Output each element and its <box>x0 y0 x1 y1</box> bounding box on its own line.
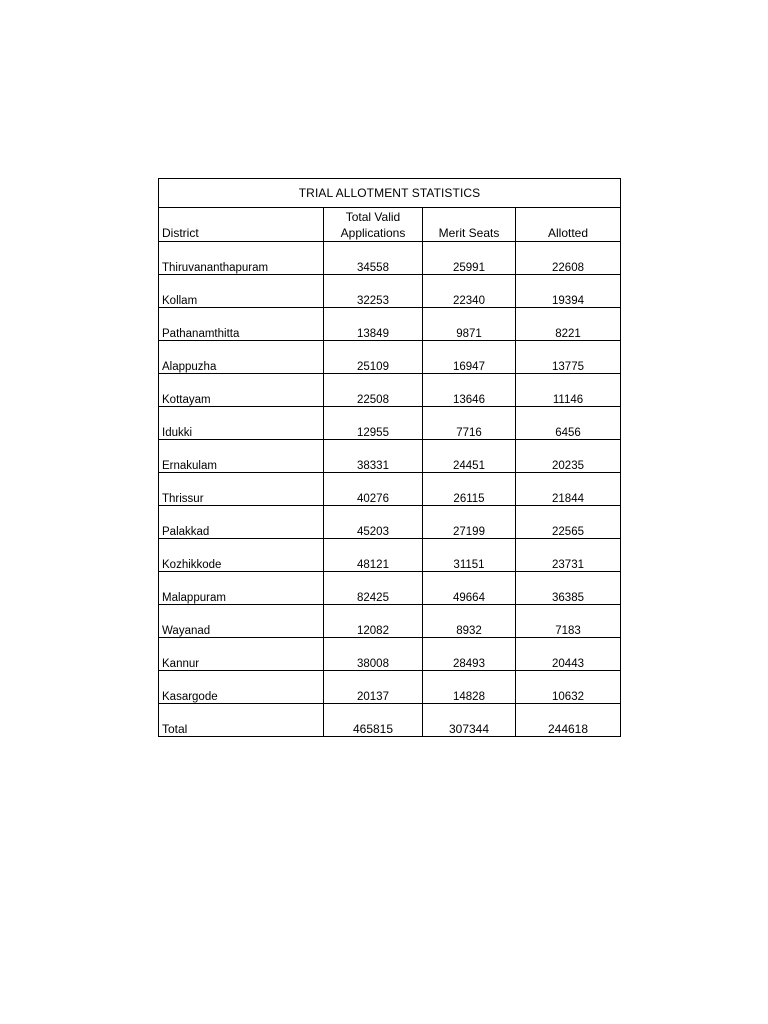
merit-seats-cell: 22340 <box>423 275 516 308</box>
allotted-sum: 244618 <box>516 704 621 737</box>
table-row <box>159 407 621 440</box>
district-cell: Pathanamthitta <box>159 308 324 341</box>
column-header-row <box>159 208 621 242</box>
district-cell: Thrissur <box>159 473 324 506</box>
table-row <box>159 671 621 704</box>
district-cell: Wayanad <box>159 605 324 638</box>
merit-seats-cell: 31151 <box>423 539 516 572</box>
allotted-cell: 23731 <box>516 539 621 572</box>
district-cell: Kasargode <box>159 671 324 704</box>
allotted-cell: 19394 <box>516 275 621 308</box>
total-valid-cell: 82425 <box>324 572 423 605</box>
table-row <box>159 638 621 671</box>
total-valid-cell: 38008 <box>324 638 423 671</box>
allotted-cell: 7183 <box>516 605 621 638</box>
statistics-sheet <box>158 178 620 737</box>
total-valid-cell: 48121 <box>324 539 423 572</box>
district-cell: Idukki <box>159 407 324 440</box>
merit-seats-cell: 9871 <box>423 308 516 341</box>
table-row <box>159 440 621 473</box>
table-row <box>159 572 621 605</box>
table-row <box>159 242 621 275</box>
total-valid-cell: 22508 <box>324 374 423 407</box>
allotted-cell: 22608 <box>516 242 621 275</box>
table-row <box>159 473 621 506</box>
allotted-cell: 8221 <box>516 308 621 341</box>
column-header-total-valid-line1: Total Valid <box>345 210 401 224</box>
merit-seats-cell: 28493 <box>423 638 516 671</box>
table-row <box>159 341 621 374</box>
total-valid-cell: 40276 <box>324 473 423 506</box>
total-valid-cell: 12082 <box>324 605 423 638</box>
total-row <box>159 704 621 737</box>
merit-seats-cell: 8932 <box>423 605 516 638</box>
table-title: TRIAL ALLOTMENT STATISTICS <box>159 179 621 208</box>
table-row <box>159 275 621 308</box>
merit-seats-cell: 49664 <box>423 572 516 605</box>
district-cell: Thiruvananthapuram <box>159 242 324 275</box>
allotted-cell: 21844 <box>516 473 621 506</box>
allotted-cell: 22565 <box>516 506 621 539</box>
column-header-total-valid-line2: Applications <box>340 226 406 240</box>
table-row <box>159 605 621 638</box>
merit-seats-cell: 27199 <box>423 506 516 539</box>
merit-seats-cell: 24451 <box>423 440 516 473</box>
total-valid-cell: 25109 <box>324 341 423 374</box>
district-cell: Alappuzha <box>159 341 324 374</box>
total-valid-cell: 12955 <box>324 407 423 440</box>
merit-seats-cell: 25991 <box>423 242 516 275</box>
total-valid-cell: 13849 <box>324 308 423 341</box>
table-row <box>159 374 621 407</box>
allotted-cell: 11146 <box>516 374 621 407</box>
district-cell: Kozhikkode <box>159 539 324 572</box>
allotted-cell: 20443 <box>516 638 621 671</box>
table-row <box>159 506 621 539</box>
total-valid-sum: 465815 <box>324 704 423 737</box>
merit-seats-cell: 13646 <box>423 374 516 407</box>
allotted-cell: 36385 <box>516 572 621 605</box>
table-row <box>159 539 621 572</box>
table-title-row <box>159 179 621 208</box>
district-cell: Kollam <box>159 275 324 308</box>
table-row <box>159 308 621 341</box>
district-cell: Ernakulam <box>159 440 324 473</box>
allotted-cell: 13775 <box>516 341 621 374</box>
merit-seats-cell: 14828 <box>423 671 516 704</box>
column-header-allotted: Allotted <box>516 208 621 242</box>
district-cell: Malappuram <box>159 572 324 605</box>
total-valid-cell: 45203 <box>324 506 423 539</box>
allotted-cell: 6456 <box>516 407 621 440</box>
allotment-statistics-table <box>158 178 621 737</box>
column-header-merit-seats: Merit Seats <box>423 208 516 242</box>
column-header-total-valid-applications <box>324 208 423 242</box>
merit-seats-cell: 7716 <box>423 407 516 440</box>
total-valid-cell: 20137 <box>324 671 423 704</box>
total-valid-cell: 38331 <box>324 440 423 473</box>
total-valid-cell: 32253 <box>324 275 423 308</box>
district-cell: Kottayam <box>159 374 324 407</box>
merit-seats-cell: 16947 <box>423 341 516 374</box>
column-header-district: District <box>159 208 324 242</box>
total-label: Total <box>159 704 324 737</box>
merit-seats-sum: 307344 <box>423 704 516 737</box>
merit-seats-cell: 26115 <box>423 473 516 506</box>
district-cell: Kannur <box>159 638 324 671</box>
total-valid-cell: 34558 <box>324 242 423 275</box>
allotted-cell: 20235 <box>516 440 621 473</box>
district-cell: Palakkad <box>159 506 324 539</box>
allotted-cell: 10632 <box>516 671 621 704</box>
